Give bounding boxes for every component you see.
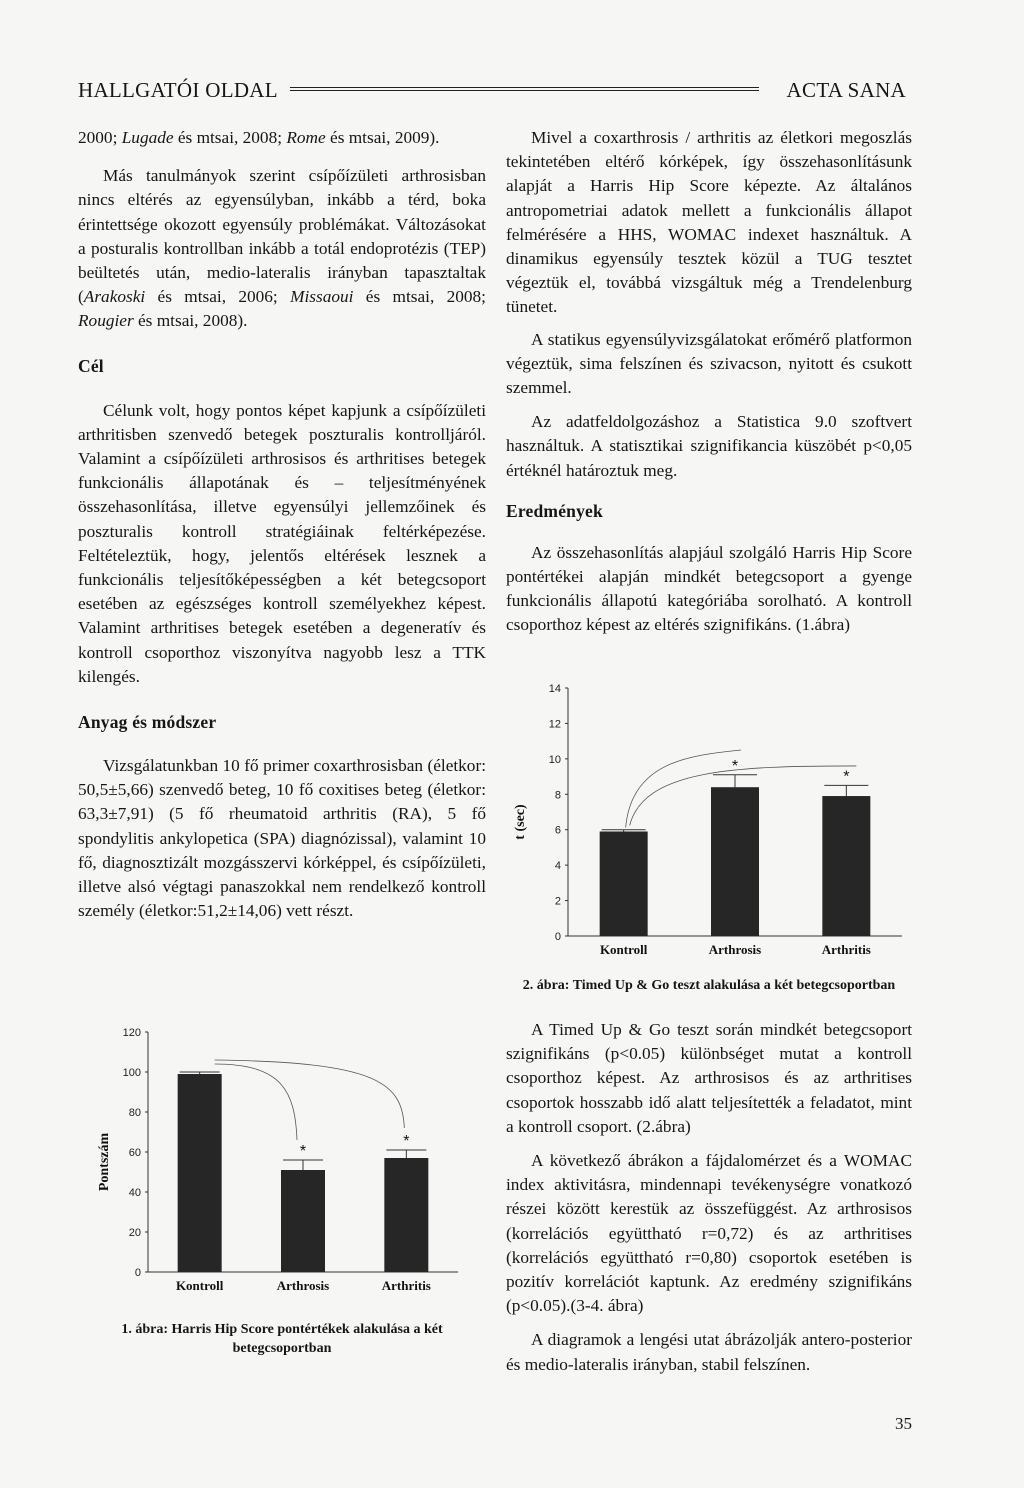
- paragraph-correlation: A következő ábrákon a fájdalomérzet és a WOMAC index aktivitásra, mindennapi tevékenységre vonatkozó részei között kerestük az összefüggést. Az arthrosisos (korrelációs együttható r=0,72) és az arthritises (korrelációs együttható r=0,80) csoportok esetében is pozitív korrelációt kaptunk. Az eredmény szignifikáns (p<0.05).(3-4. ábra): [506, 1151, 912, 1316]
- y-tick-label: 60: [128, 1147, 141, 1159]
- significance-bracket: [215, 1060, 405, 1128]
- page-header: [78, 78, 906, 104]
- y-axis-label: Pontszám: [97, 1132, 112, 1192]
- significance-bracket: [215, 1064, 297, 1140]
- bar-kontroll: [600, 831, 648, 936]
- heading-cel: Cél: [78, 355, 104, 376]
- harris-hip-score-chart: [78, 1012, 486, 1312]
- x-category-label: Arthritis: [381, 1278, 431, 1293]
- y-tick-label: 2: [554, 895, 561, 908]
- left-column: [78, 126, 486, 923]
- paragraph-other-studies: Más tanulmányok szerint csípőízületi arthrosisban nincs eltérés az egyensúlyban, inkább a térd, boka érintettsége okozott egyensúly problémákat. Változásokat a posturalis kontrollban inkább a totál endoprotézis (TEP) beültetés után, medio-lateralis irányban tapasztaltak (Arakoski és mtsai, 2006; Missaoui és mtsai, 2008; Rougier és mtsai, 2008).: [78, 166, 486, 331]
- y-tick-label: 6: [554, 824, 561, 837]
- x-category-label: Arthrosis: [276, 1278, 330, 1293]
- header-rule: [290, 87, 759, 91]
- paragraph-statistics: Az adatfeldolgozáshoz a Statistica 9.0 szoftvert használtuk. A statisztikai szignifikancia küszöbét p<0,05 értéknél határoztuk meg.: [506, 412, 912, 480]
- y-tick-label: 0: [554, 931, 561, 943]
- heading-methods: Anyag és módszer: [78, 712, 217, 733]
- significance-star: *: [843, 768, 850, 786]
- tug-test-chart: [506, 666, 912, 972]
- paragraph-comparison-basis: Mivel a coxarthrosis / arthritis az életkori megoszlás tekintetében eltérő kórképek, így összehasonlításunk alapját a Harris Hip Score képezte. Az általános antropometriai adatok mellett a funkcionális állapot felmérésére a HHS, WOMAC indexet használtuk. A dinamikus egyensúly tesztek közül a TUG tesztet végeztük el, továbbá vizsgáltuk még a Trendelenburg tünetet.: [506, 128, 912, 317]
- paragraph-diagrams: A diagramok a lengési utat ábrázolják antero-posterior és medio-lateralis irányban, stabil felszínen.: [506, 1330, 912, 1374]
- bar-arthrosis: [281, 1170, 325, 1272]
- figure-2: [506, 666, 912, 1014]
- bar-arthritis: [384, 1158, 428, 1272]
- bar-arthrosis: [711, 787, 759, 936]
- x-category-label: Kontroll: [599, 942, 648, 957]
- y-tick-label: 14: [548, 683, 561, 695]
- x-category-label: Arthrosis: [708, 942, 762, 957]
- bar-kontroll: [178, 1074, 222, 1272]
- y-tick-label: 4: [554, 860, 561, 873]
- page-number: 35: [895, 1414, 912, 1433]
- y-tick-label: 12: [548, 718, 561, 731]
- figure-2-caption: 2. ábra: Timed Up & Go teszt alakulása a két betegcsoportban: [522, 978, 896, 993]
- paragraph-aims: Célunk volt, hogy pontos képet kapjunk a csípőízületi arthritisben szenvedő betegek poszturalis kontrolljáról. Valamint a csípőízületi arthrosisos és arthritises betegek funkcionális állapotának és – teljesítményének összehasonlítása, illetve egyensúlyi jellemzőinek és poszturalis kontroll stratégiáinak feltérképezése. Feltételeztük, hogy, jelentős eltérések lesznek a funkcionális teljesítőképességben a két betegcsoport esetében az egészséges kontroll személyekhez képest. Valamint arthritises betegek esetében a degeneratív és kontroll csoporthoz viszonyítva nagyobb lesz a TTK kilengés.: [78, 400, 486, 686]
- heading-results: Eredmények: [506, 500, 603, 521]
- paragraph-citation-end: 2000; Lugade és mtsai, 2008; Rome és mtsai, 2009).: [78, 128, 440, 147]
- paragraph-static-tests: A statikus egyensúlyvizsgálatokat erőmérő platformon végeztük, sima felszínen és szivacson, nyitott és csukott szemmel.: [506, 329, 912, 398]
- significance-star: *: [403, 1133, 410, 1150]
- journal-name: ACTA SANA: [786, 78, 906, 102]
- x-category-label: Kontroll: [175, 1278, 224, 1293]
- right-column-lower: [506, 1018, 912, 1377]
- figure-1-caption: 1. ábra: Harris Hip Score pontértékek alakulása a két betegcsoportban: [121, 1322, 443, 1356]
- y-tick-label: 100: [122, 1067, 141, 1079]
- bar-arthritis: [822, 796, 870, 936]
- y-tick-label: 120: [122, 1027, 141, 1039]
- figure-1: [78, 1012, 486, 1357]
- y-tick-label: 10: [548, 753, 561, 766]
- y-axis-label: t (sec): [513, 804, 528, 840]
- journal-section-label: HALLGATÓI OLDAL: [78, 78, 278, 102]
- significance-star: *: [731, 757, 739, 775]
- y-tick-label: 20: [128, 1227, 141, 1239]
- paragraph-methods: Vizsgálatunkban 10 fő primer coxarthrosisban (életkor: 50,5±5,66) szenvedő beteg, 10 fő coxitises beteg (életkor: 63,3±7,91) (5 fő rheumatoid arthritis (RA), 5 fő spondylitis ankylopetica (SPA) diagnózissal), valamint 10 fő, diagnosztizált mozgásszervi kórképpel, és csípőízületi, illetve alsó végtagi panaszokkal nem rendelkező kontroll személy (életkor:51,2±14,06) vett részt.: [78, 756, 486, 921]
- paragraph-tug-results: A Timed Up & Go teszt során mindkét betegcsoport szignifikáns (p<0.05) különbséget mutat a kontroll csoporthoz képest. Az arthrosisos és az arthritises csoportok hosszabb idő alatt teljesítették a feladatot, mint a kontroll csoport. (2.ábra): [506, 1020, 912, 1136]
- significance-star: *: [299, 1143, 307, 1160]
- right-column: [506, 126, 912, 638]
- paragraph-hhs-results: Az összehasonlítás alapjául szolgáló Harris Hip Score pontértékei alapján mindkét betegcsoport a gyenge funkcionális állapotú kategóriába sorolható. A kontroll csoporthoz képest az eltérés szignifikáns. (1.ábra): [506, 542, 912, 635]
- y-tick-label: 8: [554, 789, 561, 802]
- x-category-label: Arthritis: [821, 942, 871, 957]
- y-tick-label: 0: [134, 1267, 141, 1279]
- y-tick-label: 40: [128, 1187, 141, 1199]
- y-tick-label: 80: [128, 1107, 141, 1119]
